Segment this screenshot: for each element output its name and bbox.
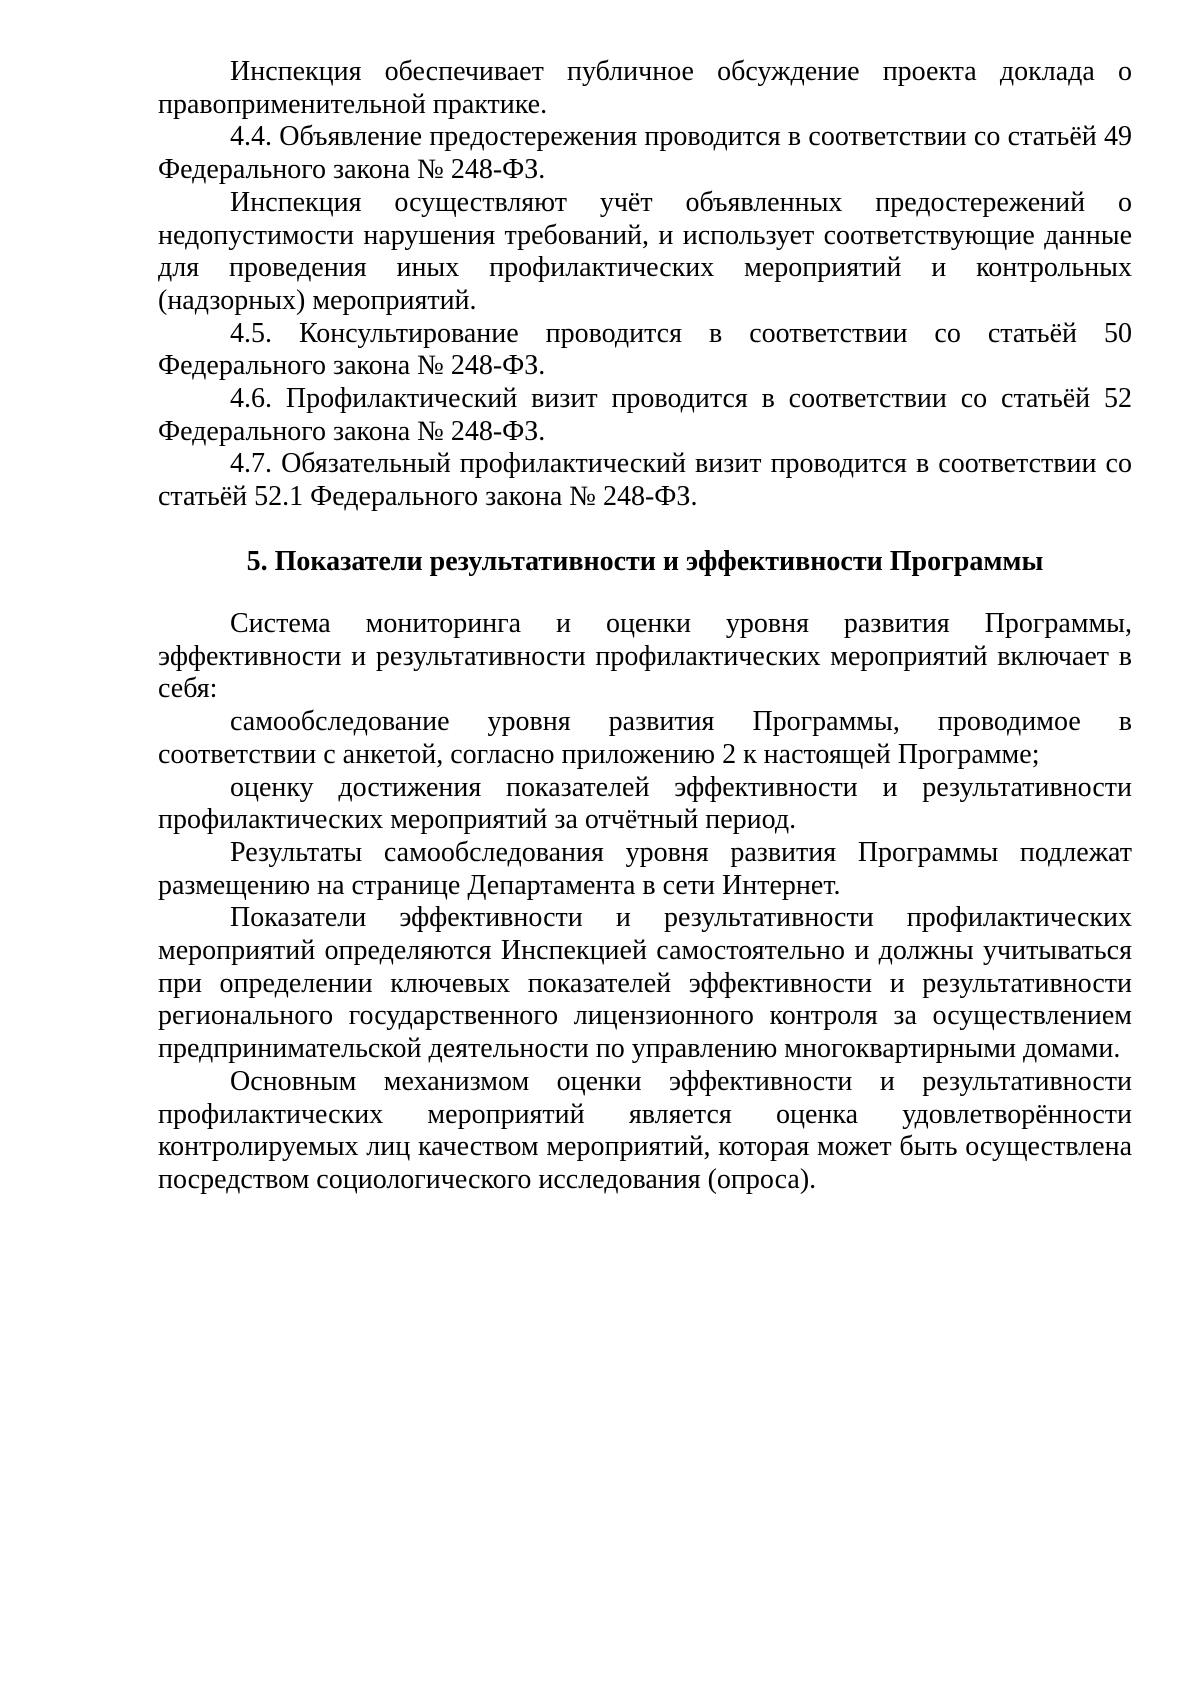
paragraph-results-publication: Результаты самообследования уровня развития Программы подлежат размещению на странице Департамента в сети Интернет. (158, 836, 1132, 901)
paragraph-indicators-definition: Показатели эффективности и результативности профилактических мероприятий определяются Инспекцией самостоятельно и должны учитываться при определении ключевых показателей эффективности и результативности регионального государственного лицензионного контроля за осуществлением предпринимательской деятельности по управлению многоквартирными домами. (158, 902, 1132, 1065)
section-5-body (158, 608, 1132, 1197)
paragraph-public-discussion: Инспекция обеспечивает публичное обсуждение проекта доклада о правоприменительной практике. (158, 56, 1132, 120)
paragraph-4-4-warning: 4.4. Объявление предостережения проводится в соответствии со статьёй 49 Федерального закона № 248-ФЗ. (158, 121, 1132, 186)
section-4-continuation (158, 56, 1132, 514)
paragraph-4-5-consulting: 4.5. Консультирование проводится в соответствии со статьёй 50 Федерального закона № 248-ФЗ. (158, 317, 1132, 382)
paragraph-4-6-preventive-visit: 4.6. Профилактический визит проводится в соответствии со статьёй 52 Федерального закона № 248-ФЗ. (158, 383, 1132, 447)
paragraph-4-7-mandatory-visit: 4.7. Обязательный профилактический визит проводится в соответствии со статьёй 52.1 Федерального закона № 248-ФЗ. (158, 448, 1132, 513)
section-5-heading: 5. Показатели результативности и эффективности Программы (246, 546, 1044, 577)
paragraph-indicator-assessment: оценку достижения показателей эффективности и результативности профилактических мероприятий за отчётный период. (158, 771, 1132, 836)
paragraph-evaluation-mechanism: Основным механизмом оценки эффективности и результативности профилактических мероприятий является оценка удовлетворённости контролируемых лиц качеством мероприятий, которая может быть осуществлена посредством социологического исследования (опроса). (158, 1065, 1132, 1195)
paragraph-monitoring-system: Система мониторинга и оценки уровня развития Программы, эффективности и результативности профилактических мероприятий включает в себя: (158, 608, 1132, 705)
paragraph-warnings-accounting: Инспекция осуществляют учёт объявленных предостережений о недопустимости нарушения требований, и использует соответствующие данные для проведения иных профилактических мероприятий и контрольных (надзорных) мероприятий. (158, 186, 1132, 316)
paragraph-self-assessment: самообследование уровня развития Программы, проводимое в соответствии с анкетой, согласно приложению 2 к настоящей Программе; (158, 706, 1132, 770)
